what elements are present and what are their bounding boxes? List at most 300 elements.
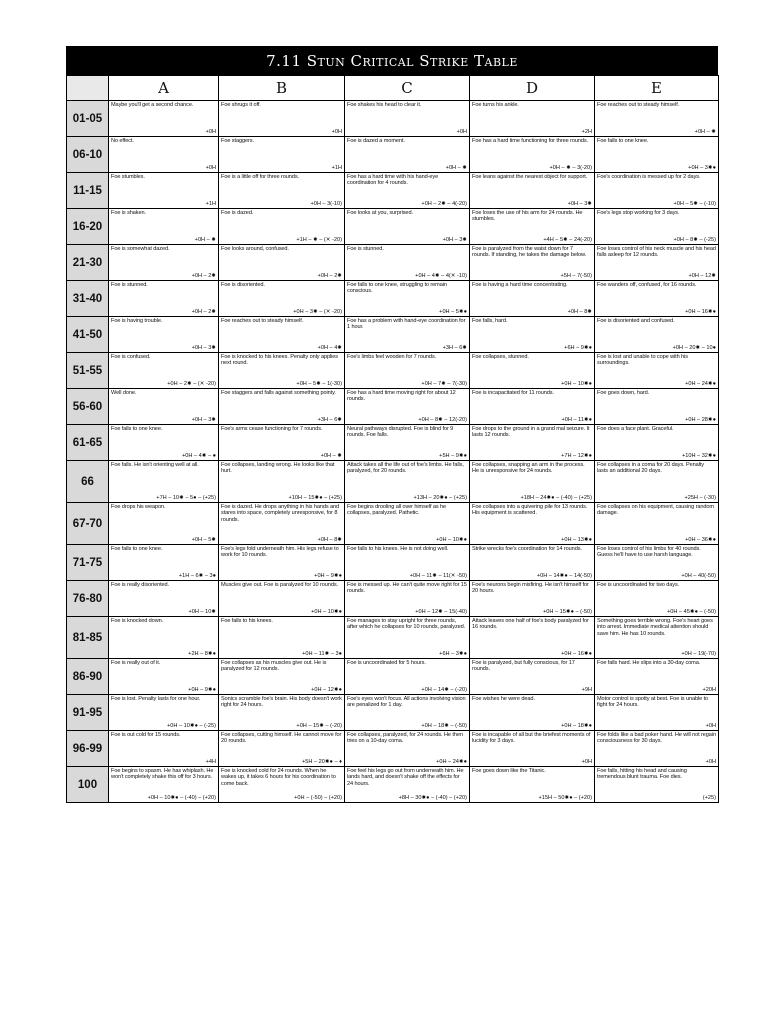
table-cell	[219, 695, 345, 731]
effect-text: Foe manages to stay upright for three rounds, after which he collapses for 10 rounds, paralyzed.	[347, 618, 466, 631]
table-cell	[470, 695, 595, 731]
effect-text: Foe falls. He isn't orienting well at all.	[111, 462, 199, 468]
result-text: +0H – 9✸●	[188, 687, 216, 693]
result-text: +0H	[205, 165, 216, 171]
table-cell	[345, 245, 470, 281]
effect-text: Foe collapses, snapping an arm in the process. He is unresponsive for 24 rounds.	[472, 462, 585, 475]
table-cell	[109, 503, 219, 545]
table-cell	[470, 461, 595, 503]
table-cell	[470, 503, 595, 545]
table-cell	[470, 731, 595, 767]
effect-text: Foe's arms cease functioning for 7 rounds.	[221, 426, 323, 432]
table-cell	[345, 317, 470, 353]
effect-text: Foe falls to one knee.	[111, 546, 163, 552]
table-cell	[345, 389, 470, 425]
effect-text: Neural pathways disrupted. Foe is blind for 9 rounds. Foe falls.	[347, 426, 454, 439]
result-text: +0H – ✸	[320, 453, 342, 459]
effect-text: Foe has a hard time moving right for about 12 rounds.	[347, 390, 456, 403]
result-text: +0H – 18✸●	[561, 723, 592, 729]
roll-range: 67-70	[67, 503, 109, 545]
result-text: +0H – 2✸ – 4(-20)	[421, 201, 467, 207]
result-text: +0H – 10✸●	[561, 381, 592, 387]
result-text: +0H – 16✸●	[685, 309, 716, 315]
effect-text: Foe leans against the nearest object for support.	[472, 174, 588, 180]
roll-range: 31-40	[67, 281, 109, 317]
result-text: +4H – 5✸ – 24(-20)	[543, 237, 592, 243]
effect-text: Foe loses control of his neck muscle and his head falls asleep for 12 rounds.	[597, 246, 716, 259]
result-text: +6H – 3✸●	[439, 651, 467, 657]
result-text: +0H – 10✸●	[311, 609, 342, 615]
effect-text: Foe drops his weapon.	[111, 504, 166, 510]
column-header-c: C	[345, 76, 470, 101]
roll-range: 21-30	[67, 245, 109, 281]
roll-range: 06-10	[67, 137, 109, 173]
result-text: +0H – 28✸●	[685, 417, 716, 423]
result-text: +0H – 2✸ – (✕ -20)	[167, 381, 216, 387]
effect-text: Attack leaves one half of foe's body paralyzed for 16 rounds.	[472, 618, 589, 631]
effect-text: Foe's coordination is messed up for 2 days.	[597, 174, 701, 180]
effect-text: Foe wanders off, confused, for 16 rounds.	[597, 282, 697, 288]
roll-range: 56-60	[67, 389, 109, 425]
table-cell	[595, 101, 719, 137]
table-cell	[109, 101, 219, 137]
result-text: +0H	[581, 759, 592, 765]
table-cell	[219, 767, 345, 803]
table-cell	[470, 317, 595, 353]
result-text: +0H – ✸	[445, 165, 467, 171]
effect-text: Foe is paralyzed, but fully conscious, for 17 rounds.	[472, 660, 575, 673]
effect-text: Foe is messed up. He can't quite move right for 15 rounds.	[347, 582, 467, 595]
effect-text: Foe is dazed.	[221, 210, 254, 216]
roll-range: 01-05	[67, 101, 109, 137]
result-text: +0H	[331, 129, 342, 135]
table-cell	[345, 173, 470, 209]
effect-text: Foe is lost. Penalty lasts for one hour.	[111, 696, 201, 702]
result-text: +0H – 15✸ – (-20)	[296, 723, 342, 729]
effect-text: Foe falls, hitting his head and causing tremendous blunt trauma. Foe dies.	[597, 768, 687, 781]
result-text: +0H – 2✸	[317, 273, 342, 279]
result-text: +0H – 2✸	[191, 273, 216, 279]
effect-text: Something goes terrible wrong. Foe's heart goes into arrest. Immediate medical attention should save him. He has 10 rounds.	[597, 618, 713, 637]
result-text: +10H – 15✸● – (+25)	[288, 495, 342, 501]
result-text: +20H	[702, 687, 716, 693]
effect-text: Foe folds like a bad poker hand. He will not regain consciousness for 30 days.	[597, 732, 716, 745]
effect-text: Foe is uncoordinated for 5 hours.	[347, 660, 426, 666]
table-row	[67, 695, 719, 731]
result-text: +0H – 8✸	[567, 309, 592, 315]
table-cell	[595, 545, 719, 581]
table-row	[67, 659, 719, 695]
table-row	[67, 137, 719, 173]
result-text: +0H – 3✸	[191, 345, 216, 351]
table-cell	[345, 545, 470, 581]
table-cell	[470, 767, 595, 803]
effect-text: Foe is confused.	[111, 354, 151, 360]
table-row	[67, 353, 719, 389]
table-cell	[219, 545, 345, 581]
effect-text: Foe collapses into a quivering pile for 13 rounds. His equipment is scattered.	[472, 504, 588, 517]
effect-text: Muscles give out. Foe is paralyzed for 10 rounds.	[221, 582, 338, 588]
table-cell	[470, 173, 595, 209]
result-text: +5H – 9✸●	[439, 453, 467, 459]
effect-text: Foe goes down, hard.	[597, 390, 650, 396]
result-text: +0H – (-50) – (+20)	[294, 795, 342, 801]
stun-critical-table	[66, 75, 719, 803]
table-cell	[219, 173, 345, 209]
table-cell	[595, 617, 719, 659]
effect-text: Foe shakes his head to clear it.	[347, 102, 422, 108]
header-corner	[67, 76, 109, 101]
column-header-e: E	[595, 76, 719, 101]
column-header-a: A	[109, 76, 219, 101]
result-text: +4H	[205, 759, 216, 765]
result-text: +0H – 10✸●	[436, 537, 467, 543]
table-cell	[470, 137, 595, 173]
effect-text: Foe goes down like the Titanic.	[472, 768, 546, 774]
effect-text: Foe looks at you, surprised.	[347, 210, 413, 216]
table-cell	[219, 353, 345, 389]
table-cell	[470, 659, 595, 695]
effect-text: Foe is knocked to his knees. Penalty only applies next round.	[221, 354, 338, 367]
effect-text: Foe is dazed a moment.	[347, 138, 405, 144]
result-text: +0H – 5✸ – 1(-30)	[296, 381, 342, 387]
table-cell	[470, 545, 595, 581]
effect-text: Foe collapses, cutting himself. He cannot move for 20 rounds.	[221, 732, 342, 745]
table-cell	[345, 353, 470, 389]
effect-text: Foe collapses in a coma for 20 days. Penalty lasts an additional 20 days.	[597, 462, 704, 475]
table-cell	[595, 461, 719, 503]
effect-text: Foe collapses, stunned.	[472, 354, 529, 360]
result-text: +0H – 4✸ – 4(✕ -10)	[415, 273, 467, 279]
table-cell	[219, 731, 345, 767]
effect-text: Foe is stunned.	[347, 246, 384, 252]
table-cell	[345, 101, 470, 137]
effect-text: Foe's legs stop working for 3 days.	[597, 210, 680, 216]
table-cell	[219, 245, 345, 281]
effect-text: Foe collapses as his muscles give out. He is paralyzed for 12 rounds.	[221, 660, 327, 673]
result-text: +0H – 3✸	[191, 417, 216, 423]
table-cell	[595, 659, 719, 695]
result-text: +6H – 9✸●	[564, 345, 592, 351]
effect-text: Strike wrecks foe's coordination for 14 rounds.	[472, 546, 582, 552]
result-text: +7H – 10✸ – 5● – (+25)	[156, 495, 216, 501]
table-cell	[470, 101, 595, 137]
table-cell	[470, 245, 595, 281]
result-text: +0H – 20✸ – 10●	[672, 345, 716, 351]
table-cell	[109, 389, 219, 425]
table-cell	[109, 695, 219, 731]
effect-text: Foe staggers and falls against something pointy.	[221, 390, 336, 396]
effect-text: Foe collapses, landing wrong. He looks like that hurt.	[221, 462, 335, 475]
effect-text: Foe turns his ankle.	[472, 102, 519, 108]
effect-text: Foe's eyes won't focus. All actions involving vision are penalized for 1 day.	[347, 696, 466, 709]
result-text: +0H – 4✸	[317, 345, 342, 351]
effect-text: Foe is having a hard time concentrating.	[472, 282, 568, 288]
effect-text: Foe is knocked cold for 24 rounds. When he wakes up, it takes 6 hours for his coordination to come back.	[221, 768, 336, 787]
result-text: +0H – 9✸●	[314, 573, 342, 579]
table-row	[67, 101, 719, 137]
effect-text: Foe stumbles.	[111, 174, 145, 180]
roll-range: 81-85	[67, 617, 109, 659]
table-cell	[595, 353, 719, 389]
table-cell	[345, 461, 470, 503]
result-text: +0H – 3✸	[442, 237, 467, 243]
result-text: +0H – 7✸ – 7(-30)	[421, 381, 467, 387]
result-text: +25H – (-30)	[684, 495, 716, 501]
effect-text: Foe is somewhat dazed.	[111, 246, 170, 252]
table-cell	[109, 659, 219, 695]
table-cell	[109, 353, 219, 389]
roll-range: 61-65	[67, 425, 109, 461]
table-cell	[219, 581, 345, 617]
effect-text: Foe falls to one knee.	[111, 426, 163, 432]
effect-text: Sonics scramble foe's brain. His body doesn't work right for 24 hours.	[221, 696, 342, 709]
table-row	[67, 461, 719, 503]
table-cell	[345, 617, 470, 659]
result-text: +0H – 12✸	[688, 273, 716, 279]
table-cell	[109, 137, 219, 173]
result-text: +15H – 50✸● – (+20)	[538, 795, 592, 801]
table-row	[67, 173, 719, 209]
effect-text: Foe loses the use of his arm for 24 rounds. He stumbles.	[472, 210, 583, 223]
table-cell	[470, 617, 595, 659]
result-text: +0H – ✸	[194, 237, 216, 243]
effect-text: Foe is disoriented and confused.	[597, 318, 675, 324]
table-cell	[109, 317, 219, 353]
effect-text: Foe shrugs it off.	[221, 102, 261, 108]
effect-text: Foe is a little off for three rounds.	[221, 174, 299, 180]
roll-range: 16-20	[67, 209, 109, 245]
effect-text: Foe is out cold for 15 rounds.	[111, 732, 181, 738]
table-cell	[219, 659, 345, 695]
effect-text: Maybe you'll get a second chance.	[111, 102, 194, 108]
result-text: +0H – 8✸ – 12(-20)	[418, 417, 467, 423]
table-cell	[345, 659, 470, 695]
effect-text: Attack takes all the life out of foe's limbs. He falls, paralyzed, for 20 rounds.	[347, 462, 464, 475]
table-row	[67, 503, 719, 545]
result-text: +0H	[205, 129, 216, 135]
table-row	[67, 545, 719, 581]
result-text: +2H – 8✸●	[188, 651, 216, 657]
result-text: +1H – ✸ – (✕ -20)	[296, 237, 342, 243]
effect-text: Foe falls to his knees. He is not doing well.	[347, 546, 449, 552]
table-cell	[109, 245, 219, 281]
effect-text: Foe reaches out to steady himself.	[597, 102, 680, 108]
effect-text: Foe is really disoriented.	[111, 582, 170, 588]
effect-text: Foe is disoriented.	[221, 282, 265, 288]
table-cell	[345, 695, 470, 731]
result-text: +3H – 6✸	[317, 417, 342, 423]
result-text: +0H – 14✸ – (-20)	[421, 687, 467, 693]
result-text: +0H – 12✸●	[311, 687, 342, 693]
result-text: +0H – 11✸ – 11(✕ -50)	[409, 573, 467, 579]
table-cell	[345, 767, 470, 803]
effect-text: Foe begins to spasm. He has whiplash. He won't completely shake this off for 3 hours.	[111, 768, 214, 781]
effect-text: Foe drops to the ground in a grand mal seizure. It lasts 12 rounds.	[472, 426, 590, 439]
table-cell	[595, 281, 719, 317]
effect-text: Foe is lost and unable to cope with his surroundings.	[597, 354, 688, 367]
table-cell	[595, 389, 719, 425]
result-text: +7H – 12✸●	[561, 453, 592, 459]
roll-range: 41-50	[67, 317, 109, 353]
table-cell	[595, 209, 719, 245]
table-cell	[345, 209, 470, 245]
table-row	[67, 767, 719, 803]
table-cell	[345, 503, 470, 545]
roll-range: 86-90	[67, 659, 109, 695]
result-text: +13H – 20✸● – (+25)	[413, 495, 467, 501]
column-header-b: B	[219, 76, 345, 101]
effect-text: Foe is dazed. He drops anything in his hands and stares into space, completely unresponsive, for 8 rounds.	[221, 504, 340, 523]
effect-text: Foe feel his legs go out from underneath him. He lands hard, and doesn't shake off the effects for 24 hours.	[347, 768, 464, 787]
result-text: +0H – 2✸	[191, 309, 216, 315]
effect-text: Well done.	[111, 390, 137, 396]
result-text: +0H – 3(-10)	[310, 201, 342, 207]
effect-text: Foe falls, hard.	[472, 318, 508, 324]
table-cell	[219, 425, 345, 461]
result-text: +18H – 24✸● – (-40) – (+25)	[520, 495, 592, 501]
effect-text: Foe has a hard time with his hand-eye coordination for 4 rounds.	[347, 174, 439, 187]
effect-text: Foe collapses, paralyzed, for 24 rounds. He then tries on a 10-day coma.	[347, 732, 463, 745]
effect-text: Foe has a hard time functioning for three rounds.	[472, 138, 589, 144]
result-text: +0H – 36✸●	[685, 537, 716, 543]
roll-range: 96-99	[67, 731, 109, 767]
effect-text: Foe is shaken.	[111, 210, 146, 216]
table-cell	[109, 581, 219, 617]
result-text: +0H – 15✸● – (-50)	[543, 609, 592, 615]
table-cell	[595, 425, 719, 461]
table-cell	[595, 173, 719, 209]
table-row	[67, 281, 719, 317]
result-text: +0H – 5✸	[191, 537, 216, 543]
result-text: +0H – 3✸ – (✕ -20)	[293, 309, 342, 315]
result-text: +0H – 16✸●	[561, 651, 592, 657]
result-text: +0H – 24✸●	[685, 381, 716, 387]
table-cell	[345, 425, 470, 461]
result-text: +0H – 45✸● – (-50)	[667, 609, 716, 615]
table-cell	[470, 425, 595, 461]
result-text: +5H – 20✸● – ♦	[302, 759, 342, 765]
result-text: +0H – 10✸	[188, 609, 216, 615]
effect-text: Foe reaches out to steady himself.	[221, 318, 304, 324]
table-cell	[595, 503, 719, 545]
table-cell	[219, 617, 345, 659]
effect-text: Foe falls to one knee.	[597, 138, 649, 144]
table-cell	[219, 209, 345, 245]
table-cell	[470, 389, 595, 425]
effect-text: Foe staggers.	[221, 138, 254, 144]
result-text: +0H – 12✸ – 15(-40)	[415, 609, 467, 615]
roll-range: 76-80	[67, 581, 109, 617]
effect-text: Foe falls to one knee, struggling to remain conscious.	[347, 282, 447, 295]
result-text: +0H – 14✸● – 14(-50)	[536, 573, 592, 579]
table-cell	[219, 389, 345, 425]
effect-text: Foe loses control of his limbs for 40 rounds. Guess he'll have to use harsh language.	[597, 546, 701, 559]
table-cell	[345, 137, 470, 173]
effect-text: Foe falls to his knees.	[221, 618, 273, 624]
effect-text: Foe is uncoordinated for two days.	[597, 582, 680, 588]
result-text: +0H – 10✸● – (-40) – (+20)	[147, 795, 216, 801]
roll-range: 91-95	[67, 695, 109, 731]
effect-text: Foe's legs fold underneath him. His legs refuse to work for 10 rounds.	[221, 546, 339, 559]
table-row	[67, 245, 719, 281]
table-cell	[595, 767, 719, 803]
result-text: +0H – ✸ – 3(-20)	[549, 165, 592, 171]
result-text: +0H – 13✸●	[561, 537, 592, 543]
effect-text: Foe is knocked down.	[111, 618, 164, 624]
table-row	[67, 317, 719, 353]
effect-text: Foe has a problem with hand-eye coordination for 1 hour.	[347, 318, 466, 331]
result-text: +0H	[456, 129, 467, 135]
result-text: +1H	[205, 201, 216, 207]
table-cell	[595, 317, 719, 353]
effect-text: Foe is really out of it.	[111, 660, 161, 666]
effect-text: Foe's neurons begin misfiring. He isn't himself for 20 hours.	[472, 582, 589, 595]
effect-text: Foe looks around, confused.	[221, 246, 289, 252]
result-text: +0H – 3✸	[567, 201, 592, 207]
roll-range: 51-55	[67, 353, 109, 389]
result-text: +9H	[581, 687, 592, 693]
table-cell	[470, 581, 595, 617]
effect-text: Foe begins drooling all over himself as he collapses, paralyzed. Pathetic.	[347, 504, 447, 517]
effect-text: Motor control is spotty at best. Foe is unable to fight for 24 hours.	[597, 696, 709, 709]
table-cell	[219, 317, 345, 353]
table-cell	[219, 281, 345, 317]
table-cell	[109, 425, 219, 461]
result-text: +0H – 3✸●	[688, 165, 716, 171]
table-row	[67, 425, 719, 461]
table-cell	[595, 137, 719, 173]
effect-text: Foe is paralyzed from the waist down for 7 rounds. If standing, he takes the damage below.	[472, 246, 587, 259]
effect-text: Foe does a face plant. Graceful.	[597, 426, 674, 432]
result-text: +0H – ✸	[694, 129, 716, 135]
table-row	[67, 581, 719, 617]
effect-text: Foe collapses on his equipment, causing random damage.	[597, 504, 714, 517]
effect-text: Foe is having trouble.	[111, 318, 163, 324]
result-text: +0H – 5✸●	[439, 309, 467, 315]
result-text: +8H – 30✸● – (-40) – (+20)	[398, 795, 467, 801]
result-text: +0H – 24✸●	[436, 759, 467, 765]
table-cell	[219, 101, 345, 137]
result-text: +2H	[581, 129, 592, 135]
table-cell	[109, 281, 219, 317]
table-cell	[109, 731, 219, 767]
table-row	[67, 731, 719, 767]
result-text: +5H – 7(-50)	[560, 273, 592, 279]
table-cell	[109, 209, 219, 245]
result-text: +0H – 10✸● – (-25)	[167, 723, 216, 729]
critical-strike-sheet	[66, 46, 718, 803]
table-cell	[595, 245, 719, 281]
column-header-d: D	[470, 76, 595, 101]
roll-range: 100	[67, 767, 109, 803]
result-text: +0H – 11✸●	[561, 417, 592, 423]
result-text: +0H – 8✸	[317, 537, 342, 543]
table-cell	[219, 461, 345, 503]
table-row	[67, 389, 719, 425]
roll-range: 71-75	[67, 545, 109, 581]
table-cell	[345, 581, 470, 617]
table-cell	[470, 281, 595, 317]
result-text: (+25)	[702, 795, 716, 801]
roll-range: 66	[67, 461, 109, 503]
table-cell	[595, 695, 719, 731]
effect-text: Foe is incapable of all but the briefest moments of lucidity for 3 days.	[472, 732, 591, 745]
table-title: 7.11 Stun Critical Strike Table	[66, 46, 718, 75]
effect-text: Foe falls hard. He slips into a 30-day coma.	[597, 660, 701, 666]
table-cell	[345, 731, 470, 767]
result-text: +0H – 8✸ – (-25)	[673, 237, 716, 243]
